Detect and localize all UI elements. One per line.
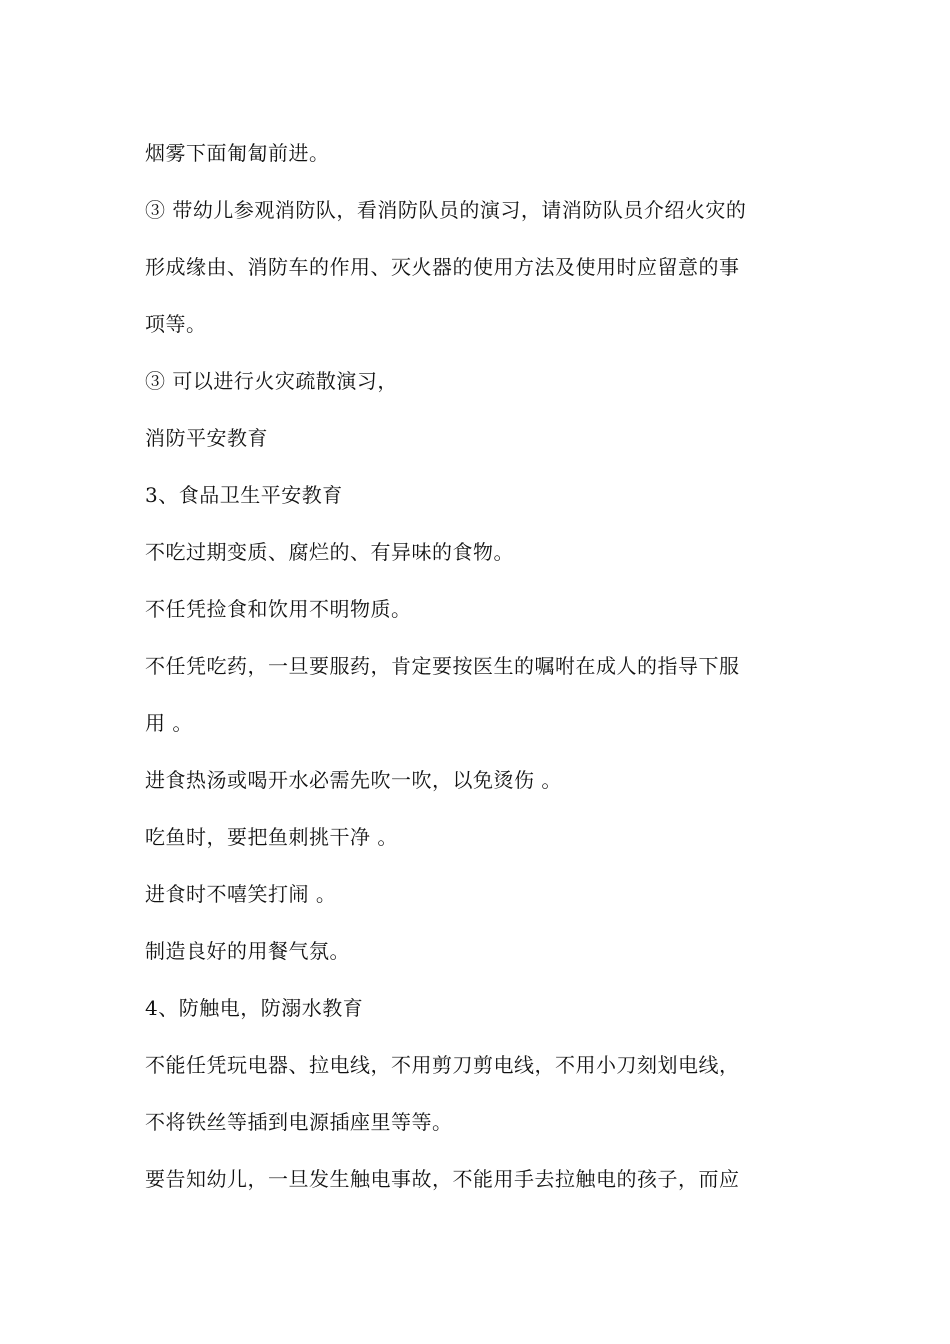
text-line: ③ 带幼儿参观消防队，看消防队员的演习，请消防队员介绍火灾的 [145,198,747,222]
text-line: 不任凭捡食和饮用不明物质。 [145,597,412,621]
text-line: 项等。 [145,312,207,336]
text-line: 不任凭吃药，一旦要服药，肯定要按医生的嘱咐在成人的指导下服 [145,654,740,678]
text-line: ③ 可以进行火灾疏散演习， [145,369,398,393]
section-heading: 4、防触电，防溺水教育 [145,996,364,1020]
section-heading: 3、食品卫生平安教育 [145,483,343,507]
text-line: 进食热汤或喝开水必需先吹一吹，以免烫伤 。 [145,768,562,792]
text-line: 烟雾下面匍匐前进。 [145,141,330,165]
section-heading: 消防平安教育 [145,426,268,450]
text-line: 不将铁丝等插到电源插座里等等。 [145,1110,453,1134]
text-line: 不吃过期变质、腐烂的、有异味的食物。 [145,540,514,564]
text-line: 用 。 [145,711,193,735]
text-line: 进食时不嘻笑打闹 。 [145,882,337,906]
text-line: 吃鱼时，要把鱼刺挑干净 。 [145,825,398,849]
text-line: 形成缘由、消防车的作用、灭火器的使用方法及使用时应留意的事 [145,255,740,279]
text-line: 制造良好的用餐气氛。 [145,939,350,963]
text-line: 不能任凭玩电器、拉电线，不用剪刀剪电线，不用小刀刻划电线， [145,1053,740,1077]
text-line: 要告知幼儿，一旦发生触电事故，不能用手去拉触电的孩子，而应 [145,1167,740,1191]
document-body [145,133,815,1216]
